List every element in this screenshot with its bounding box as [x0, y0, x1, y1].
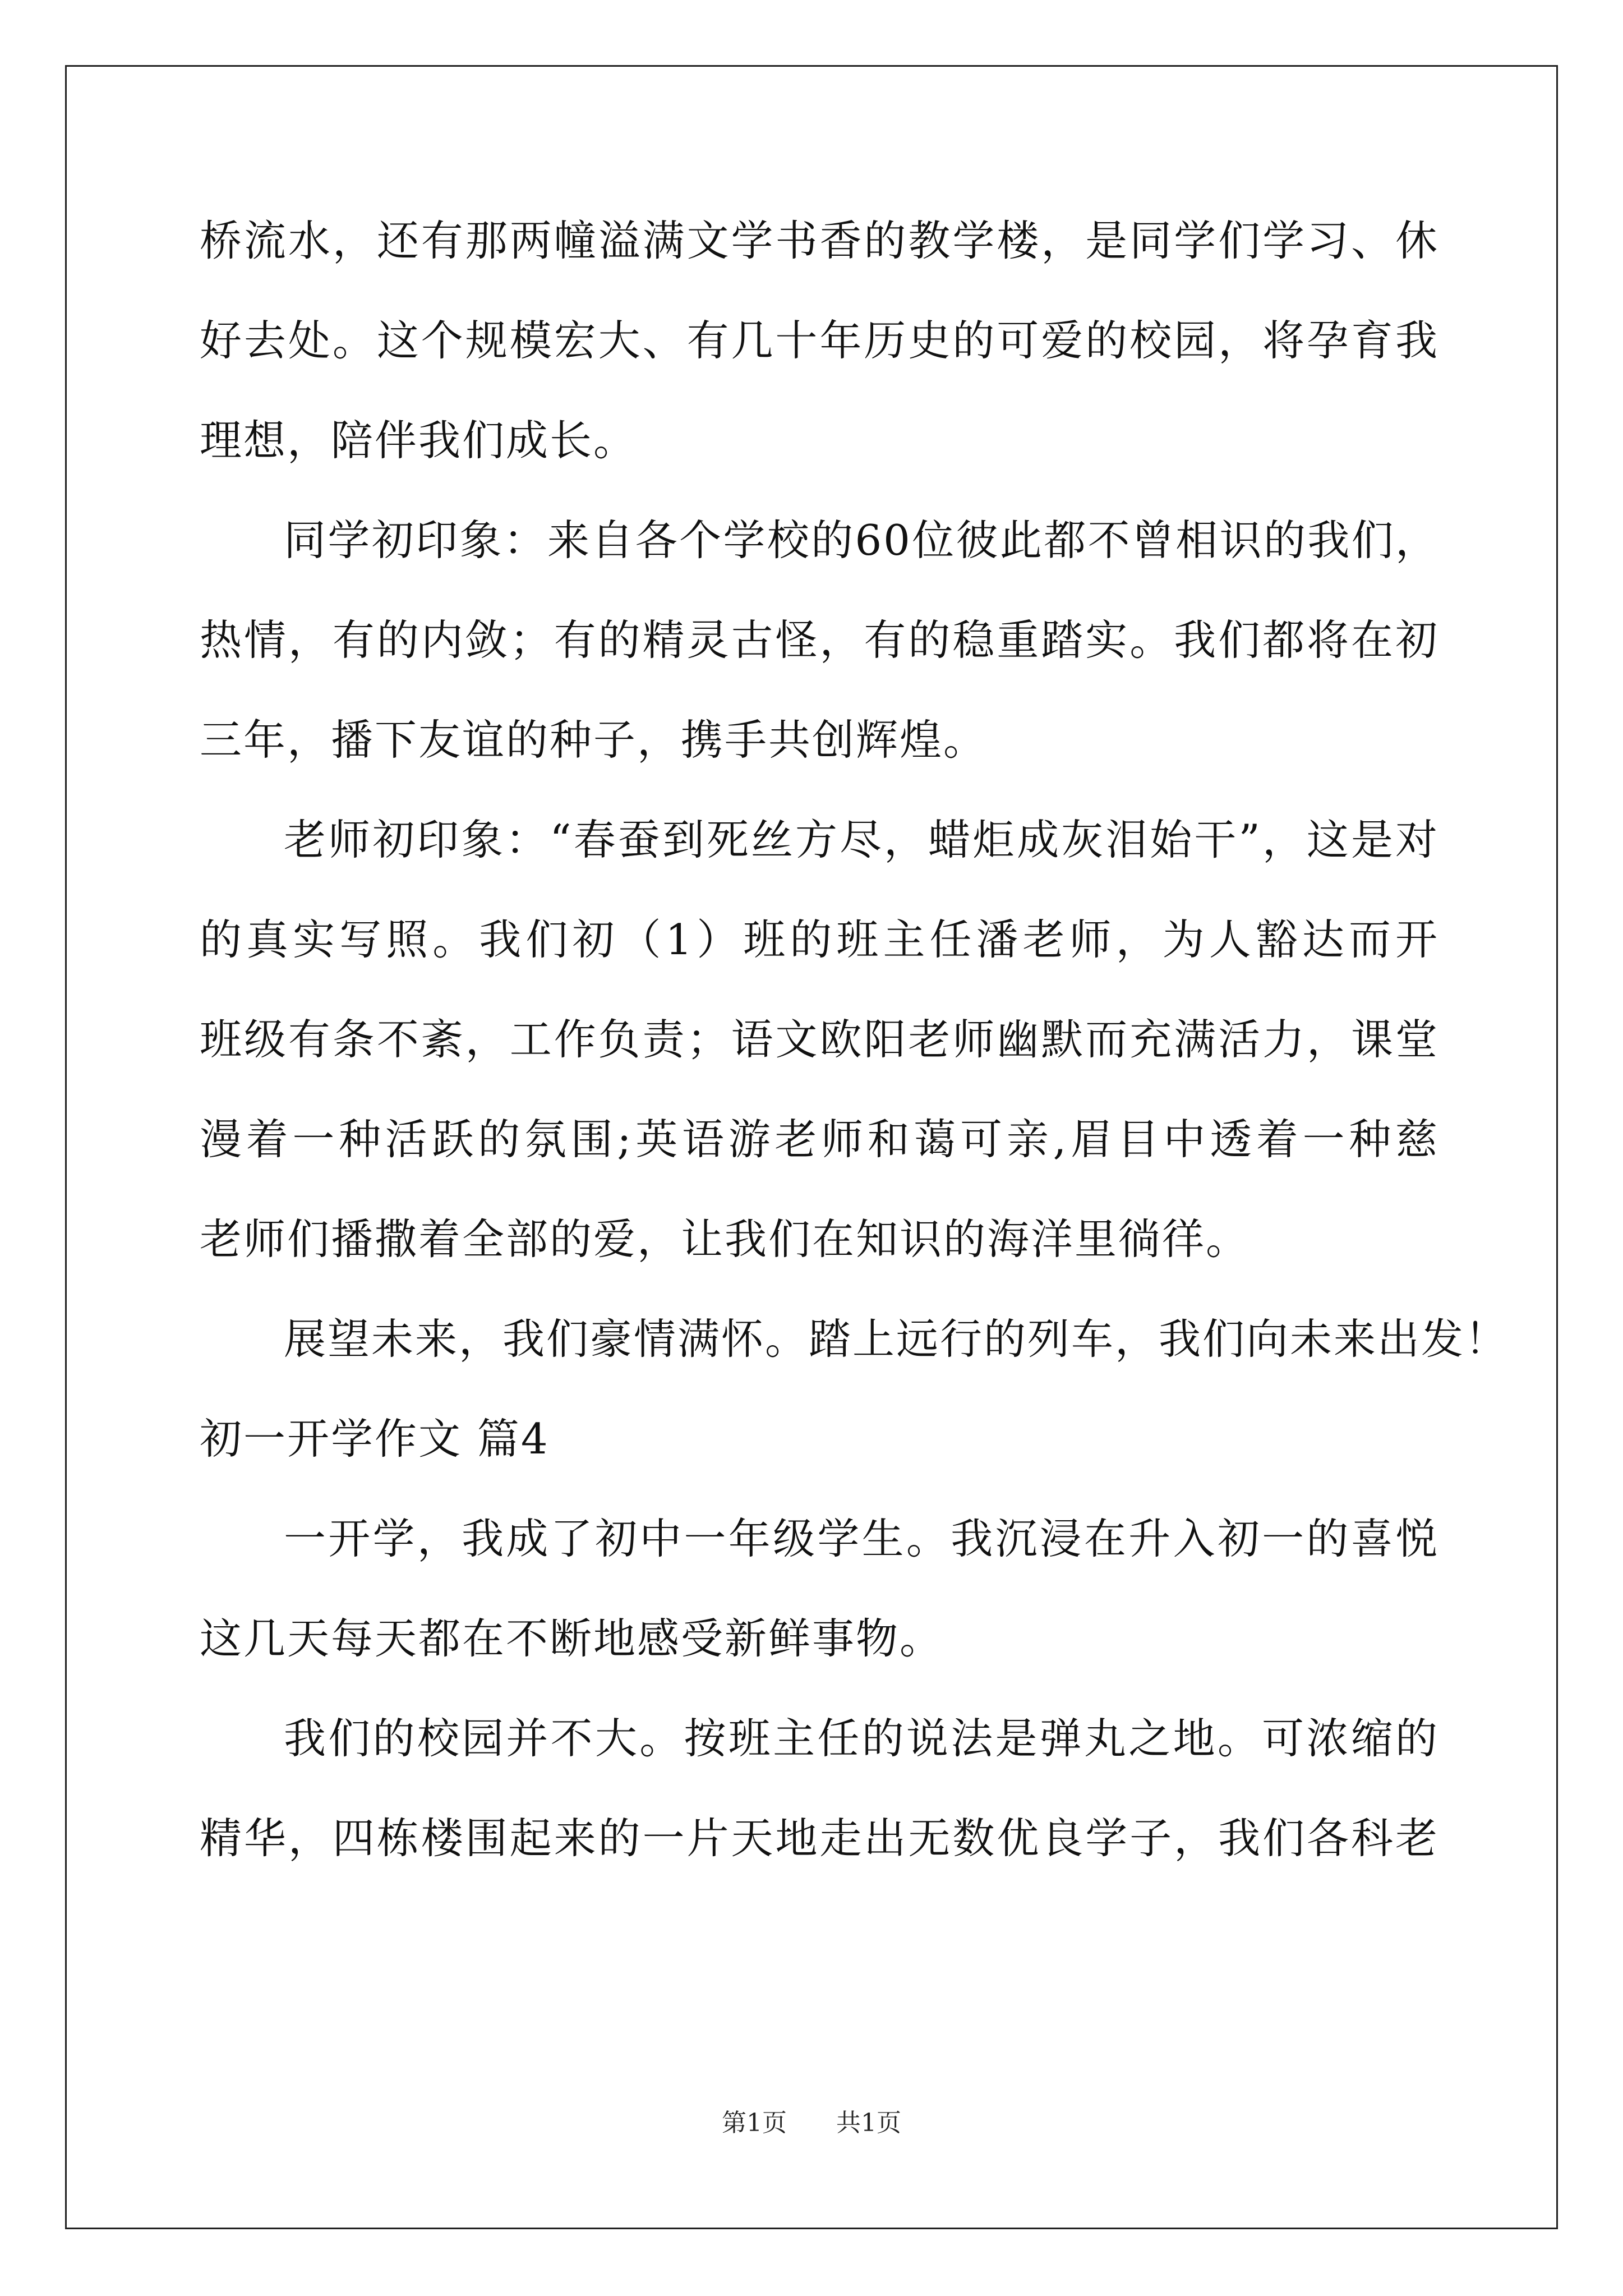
paragraph-start-line-1: 一开学，我成了初中一年级学生。我沉浸在升入初一的喜悦 [284, 1514, 1439, 1563]
paragraph-teachers-line-2: 的真实写照。我们初（1）班的班主任潘老师，为人豁达而开 [200, 915, 1439, 964]
page-number: 第1页 [722, 2109, 787, 2137]
paragraph-campus-line-1: 我们的校园并不大。按班主任的说法是弹丸之地。可浓缩的 [284, 1714, 1439, 1763]
page-footer [0, 2106, 1623, 2140]
paragraph-start-line-2: 这几天每天都在不断地感受新鲜事物。 [200, 1614, 944, 1663]
paragraph-classmates-line-1: 同学初印象：来自各个学校的60位彼此都不曾相识的我们， [284, 516, 1439, 565]
text-line-3: 理想，陪伴我们成长。 [200, 416, 638, 465]
paragraph-teachers-line-3: 班级有条不紊，工作负责；语文欧阳老师幽默而充满活力，课堂 [200, 1015, 1439, 1064]
page-total: 共1页 [836, 2109, 901, 2137]
text-line-2: 好去处。这个规模宏大、有几十年历史的可爱的校园，将孕育我 [200, 316, 1439, 365]
paragraph-classmates-line-3: 三年，播下友谊的种子，携手共创辉煌。 [200, 715, 988, 765]
document-body [200, 191, 1509, 1888]
text-line-1: 桥流水，还有那两幢溢满文学书香的教学楼，是同学们学习、休 [200, 216, 1439, 265]
paragraph-teachers-line-4: 漫着一种活跃的氛围;英语游老师和蔼可亲,眉目中透着一种慈 [200, 1115, 1439, 1164]
paragraph-teachers-line-5: 老师们播撒着全部的爱，让我们在知识的海洋里徜徉。 [200, 1214, 1250, 1264]
paragraph-campus-line-2: 精华，四栋楼围起来的一片天地走出无数优良学子，我们各科老 [200, 1814, 1439, 1863]
paragraph-classmates-line-2: 热情，有的内敛；有的精灵古怪，有的稳重踏实。我们都将在初 [200, 615, 1439, 665]
section-heading: 初一开学作文 篇4 [200, 1414, 550, 1464]
paragraph-outlook: 展望未来，我们豪情满怀。踏上远行的列车，我们向未来出发！ [284, 1314, 1509, 1364]
paragraph-teachers-line-1: 老师初印象：“春蚕到死丝方尽，蜡炬成灰泪始干”，这是对 [284, 815, 1439, 864]
